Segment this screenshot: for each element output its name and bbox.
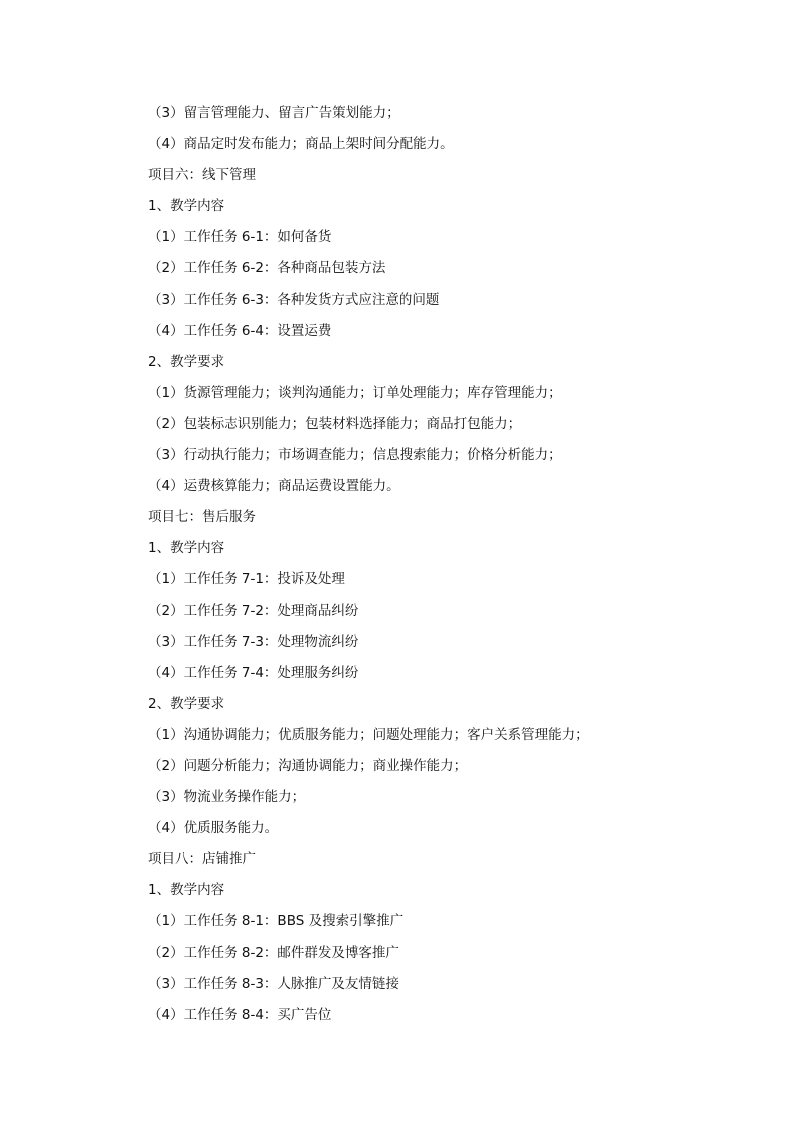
text-line: （2）包装标志识别能力；包装材料选择能力；商品打包能力； bbox=[148, 415, 522, 432]
subheading: 1、教学内容 bbox=[148, 882, 225, 899]
subheading: 2、教学要求 bbox=[148, 695, 225, 712]
text-line: （4）优质服务能力。 bbox=[148, 820, 279, 837]
text-line: （2）工作任务 6-2：各种商品包装方法 bbox=[148, 260, 386, 277]
text-line: （3）工作任务 8-3：人脉推广及友情链接 bbox=[148, 975, 399, 992]
text-line: （1）工作任务 7-1：投诉及处理 bbox=[148, 571, 345, 588]
text-line: （4）工作任务 7-4：处理服务纠纷 bbox=[148, 664, 359, 681]
text-line: （4）工作任务 8-4：买广告位 bbox=[148, 1006, 332, 1023]
text-line: （4）运费核算能力；商品运费设置能力。 bbox=[148, 478, 400, 495]
text-line: （1）货源管理能力；谈判沟通能力；订单处理能力；库存管理能力； bbox=[148, 384, 562, 401]
text-line: （4）商品定时发布能力；商品上架时间分配能力。 bbox=[148, 136, 454, 153]
text-line: （1）工作任务 8-1：BBS 及搜索引擎推广 bbox=[148, 913, 404, 930]
subheading: 1、教学内容 bbox=[148, 198, 225, 215]
text-line: （3）留言管理能力、留言广告策划能力； bbox=[148, 105, 400, 121]
subheading: 1、教学内容 bbox=[148, 540, 225, 557]
text-line: （4）工作任务 6-4：设置运费 bbox=[148, 322, 332, 339]
text-line: （3）行动执行能力；市场调查能力；信息搜索能力；价格分析能力； bbox=[148, 447, 562, 464]
text-line: （1）沟通协调能力；优质服务能力；问题处理能力；客户关系管理能力； bbox=[148, 726, 589, 743]
text-line: （3）工作任务 6-3：各种发货方式应注意的问题 bbox=[148, 291, 440, 308]
document-body bbox=[148, 98, 708, 1031]
text-line: （2）问题分析能力；沟通协调能力；商业操作能力； bbox=[148, 757, 468, 774]
section-heading: 项目八：店铺推广 bbox=[148, 851, 256, 868]
subheading: 2、教学要求 bbox=[148, 353, 225, 370]
section-heading: 项目七：售后服务 bbox=[148, 509, 256, 526]
text-line: （2）工作任务 8-2：邮件群发及博客推广 bbox=[148, 944, 399, 961]
text-line: （2）工作任务 7-2：处理商品纠纷 bbox=[148, 602, 359, 619]
text-line: （1）工作任务 6-1：如何备货 bbox=[148, 229, 332, 246]
text-line: （3）物流业务操作能力； bbox=[148, 789, 306, 806]
section-heading: 项目六：线下管理 bbox=[148, 167, 256, 184]
text-line: （3）工作任务 7-3：处理物流纠纷 bbox=[148, 633, 359, 650]
